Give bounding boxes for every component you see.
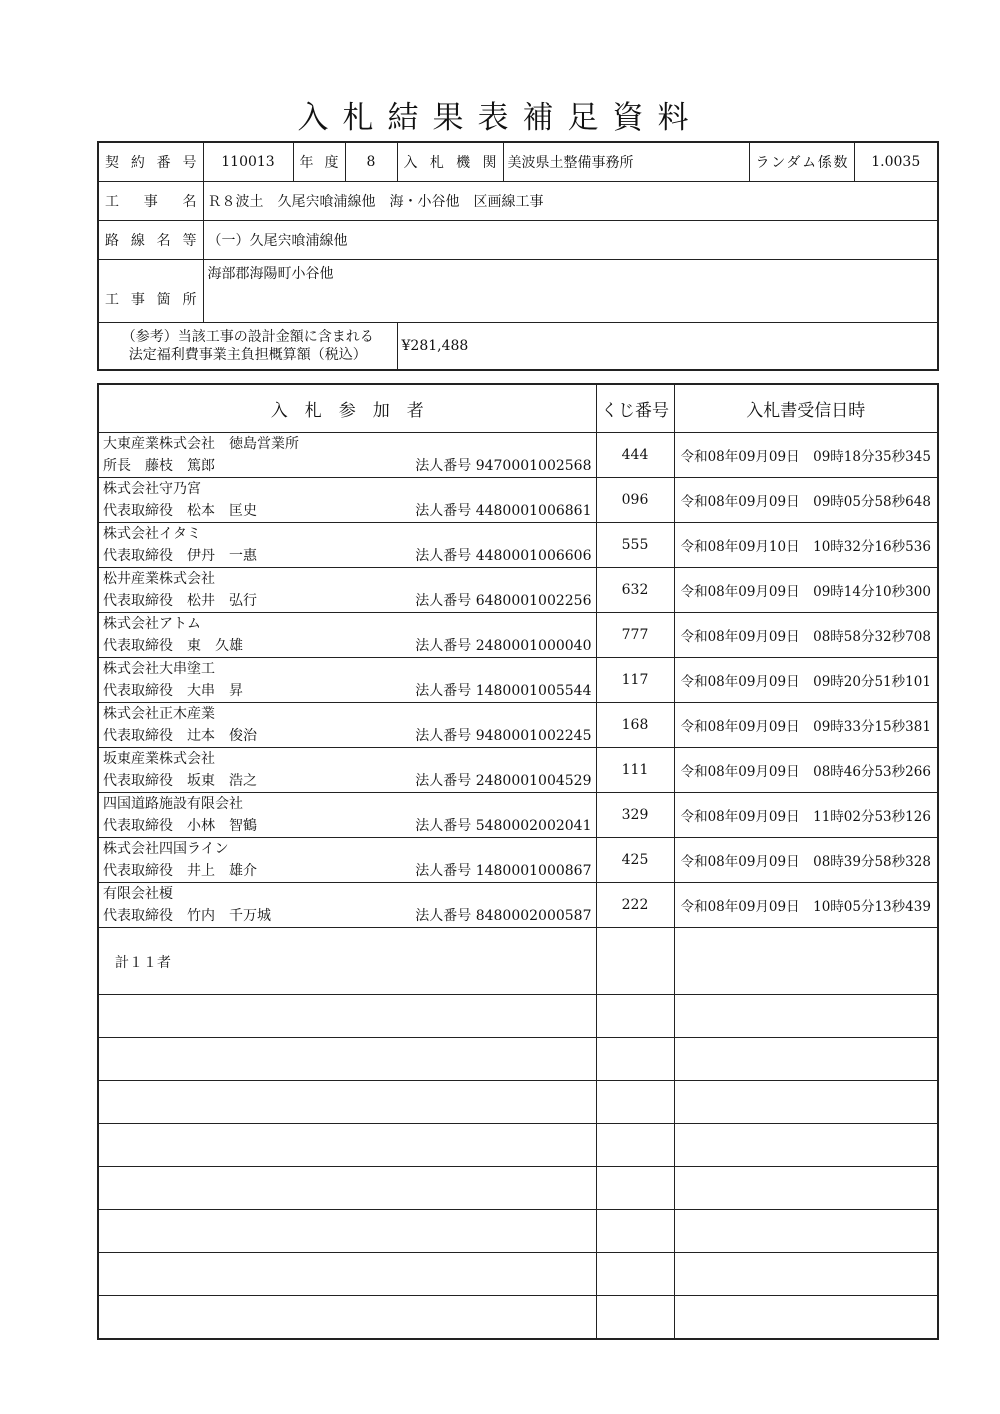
received-datetime: 令和08年09月09日 10時05分13秒439	[674, 883, 938, 928]
representative: 代表取締役 松井 弘行	[103, 593, 257, 609]
empty-cell	[596, 928, 674, 995]
bidder-cell	[98, 703, 596, 748]
total-count: 計１１者	[98, 928, 596, 995]
kuji-number: 555	[596, 523, 674, 568]
table-row	[98, 883, 938, 928]
year-value: 8	[345, 142, 397, 182]
corporate-number: 法人番号 4480001006861	[415, 503, 592, 519]
agency-value: 美波県土整備事務所	[503, 142, 749, 182]
route-value: （一）久尾宍喰浦線他	[203, 221, 938, 260]
page-title: 入札結果表補足資料	[297, 100, 703, 136]
received-datetime: 令和08年09月09日 08時39分58秒328	[674, 838, 938, 883]
table-row	[98, 433, 938, 478]
empty-row	[98, 1296, 938, 1340]
bidder-cell	[98, 613, 596, 658]
company-name: 株式会社大串塗工	[103, 661, 215, 677]
table-row	[98, 568, 938, 613]
bidder-cell	[98, 433, 596, 478]
table-row	[98, 748, 938, 793]
agency-label: 入札機関	[397, 142, 503, 182]
route-label: 路線名等	[98, 221, 203, 260]
bidder-cell	[98, 658, 596, 703]
empty-row	[98, 1124, 938, 1167]
kuji-number: 777	[596, 613, 674, 658]
corporate-number: 法人番号 5480002002041	[415, 818, 592, 834]
kuji-number: 168	[596, 703, 674, 748]
kuji-number: 096	[596, 478, 674, 523]
reference-amount: ¥281,488	[397, 323, 938, 371]
representative: 代表取締役 辻本 俊治	[103, 728, 257, 744]
reference-line-1: （参考）当該工事の設計金額に含まれる	[121, 329, 374, 345]
participant-header: 入 札 参 加 者	[98, 384, 596, 433]
empty-cell	[674, 928, 938, 995]
table-row	[98, 838, 938, 883]
representative: 代表取締役 坂東 浩之	[103, 773, 257, 789]
received-datetime: 令和08年09月09日 09時14分10秒300	[674, 568, 938, 613]
representative: 代表取締役 松本 匡史	[103, 503, 257, 519]
corporate-number: 法人番号 1480001000867	[415, 863, 592, 879]
corporate-number: 法人番号 1480001005544	[415, 683, 592, 699]
corporate-number: 法人番号 2480001004529	[415, 773, 592, 789]
company-name: 坂東産業株式会社	[103, 751, 215, 767]
kuji-number: 425	[596, 838, 674, 883]
representative: 代表取締役 竹内 千万城	[103, 908, 271, 924]
bidder-cell	[98, 883, 596, 928]
company-name: 有限会社榎	[103, 886, 173, 902]
empty-row	[98, 1081, 938, 1124]
representative: 代表取締役 東 久雄	[103, 638, 243, 654]
empty-row	[98, 1253, 938, 1296]
place-value: 海部郡海陽町小谷他	[203, 260, 938, 323]
received-datetime: 令和08年09月09日 08時58分32秒708	[674, 613, 938, 658]
company-name: 四国道路施設有限会社	[103, 796, 243, 812]
company-name: 株式会社イタミ	[103, 526, 201, 542]
random-value: 1.0035	[854, 142, 938, 182]
kuji-number: 222	[596, 883, 674, 928]
corporate-number: 法人番号 9470001002568	[415, 458, 592, 474]
representative: 代表取締役 小林 智鶴	[103, 818, 257, 834]
empty-row	[98, 1210, 938, 1253]
table-row	[98, 658, 938, 703]
representative: 代表取締役 大串 昇	[103, 683, 243, 699]
empty-row	[98, 995, 938, 1038]
table-row	[98, 613, 938, 658]
work-name-label: 工事名	[98, 182, 203, 221]
company-name: 株式会社守乃宮	[103, 481, 201, 497]
company-name: 松井産業株式会社	[103, 571, 215, 587]
received-datetime: 令和08年09月09日 09時18分35秒345	[674, 433, 938, 478]
work-name: Ｒ８波土 久尾宍喰浦線他 海・小谷他 区画線工事	[203, 182, 938, 221]
empty-row	[98, 1167, 938, 1210]
received-datetime: 令和08年09月09日 11時02分53秒126	[674, 793, 938, 838]
contract-info-table	[97, 141, 939, 371]
company-name: 株式会社四国ライン	[103, 841, 229, 857]
random-label: ランダム係数	[749, 142, 854, 182]
bidder-cell	[98, 523, 596, 568]
corporate-number: 法人番号 4480001006606	[415, 548, 592, 564]
bidder-cell	[98, 748, 596, 793]
year-label: 年度	[293, 142, 345, 182]
corporate-number: 法人番号 2480001000040	[415, 638, 592, 654]
kuji-header: くじ番号	[596, 384, 674, 433]
representative: 代表取締役 伊丹 一惠	[103, 548, 257, 564]
received-datetime: 令和08年09月10日 10時32分16秒536	[674, 523, 938, 568]
received-datetime: 令和08年09月09日 08時46分53秒266	[674, 748, 938, 793]
received-datetime: 令和08年09月09日 09時33分15秒381	[674, 703, 938, 748]
received-datetime: 令和08年09月09日 09時05分58秒648	[674, 478, 938, 523]
bidder-cell	[98, 478, 596, 523]
representative: 所長 藤枝 篤郎	[103, 458, 215, 474]
corporate-number: 法人番号 8480002000587	[415, 908, 592, 924]
received-header: 入札書受信日時	[674, 384, 938, 433]
place-label: 工事箇所	[98, 260, 203, 323]
reference-line-2: 法定福利費事業主負担概算額（税込）	[128, 347, 367, 363]
reference-note	[98, 323, 397, 371]
table-row	[98, 523, 938, 568]
bidder-cell	[98, 793, 596, 838]
kuji-number: 111	[596, 748, 674, 793]
company-name: 大東産業株式会社 徳島営業所	[103, 436, 299, 452]
kuji-number: 444	[596, 433, 674, 478]
empty-row	[98, 1038, 938, 1081]
bidder-cell	[98, 838, 596, 883]
corporate-number: 法人番号 6480001002256	[415, 593, 592, 609]
company-name: 株式会社アトム	[103, 616, 201, 632]
contract-no-label: 契約番号	[98, 142, 203, 182]
kuji-number: 329	[596, 793, 674, 838]
table-row	[98, 793, 938, 838]
representative: 代表取締役 井上 雄介	[103, 863, 257, 879]
kuji-number: 632	[596, 568, 674, 613]
contract-no: 110013	[203, 142, 293, 182]
table-row	[98, 703, 938, 748]
kuji-number: 117	[596, 658, 674, 703]
corporate-number: 法人番号 9480001002245	[415, 728, 592, 744]
bidders-table	[97, 383, 939, 1340]
bidder-cell	[98, 568, 596, 613]
company-name: 株式会社正木産業	[103, 706, 215, 722]
received-datetime: 令和08年09月09日 09時20分51秒101	[674, 658, 938, 703]
table-row	[98, 478, 938, 523]
